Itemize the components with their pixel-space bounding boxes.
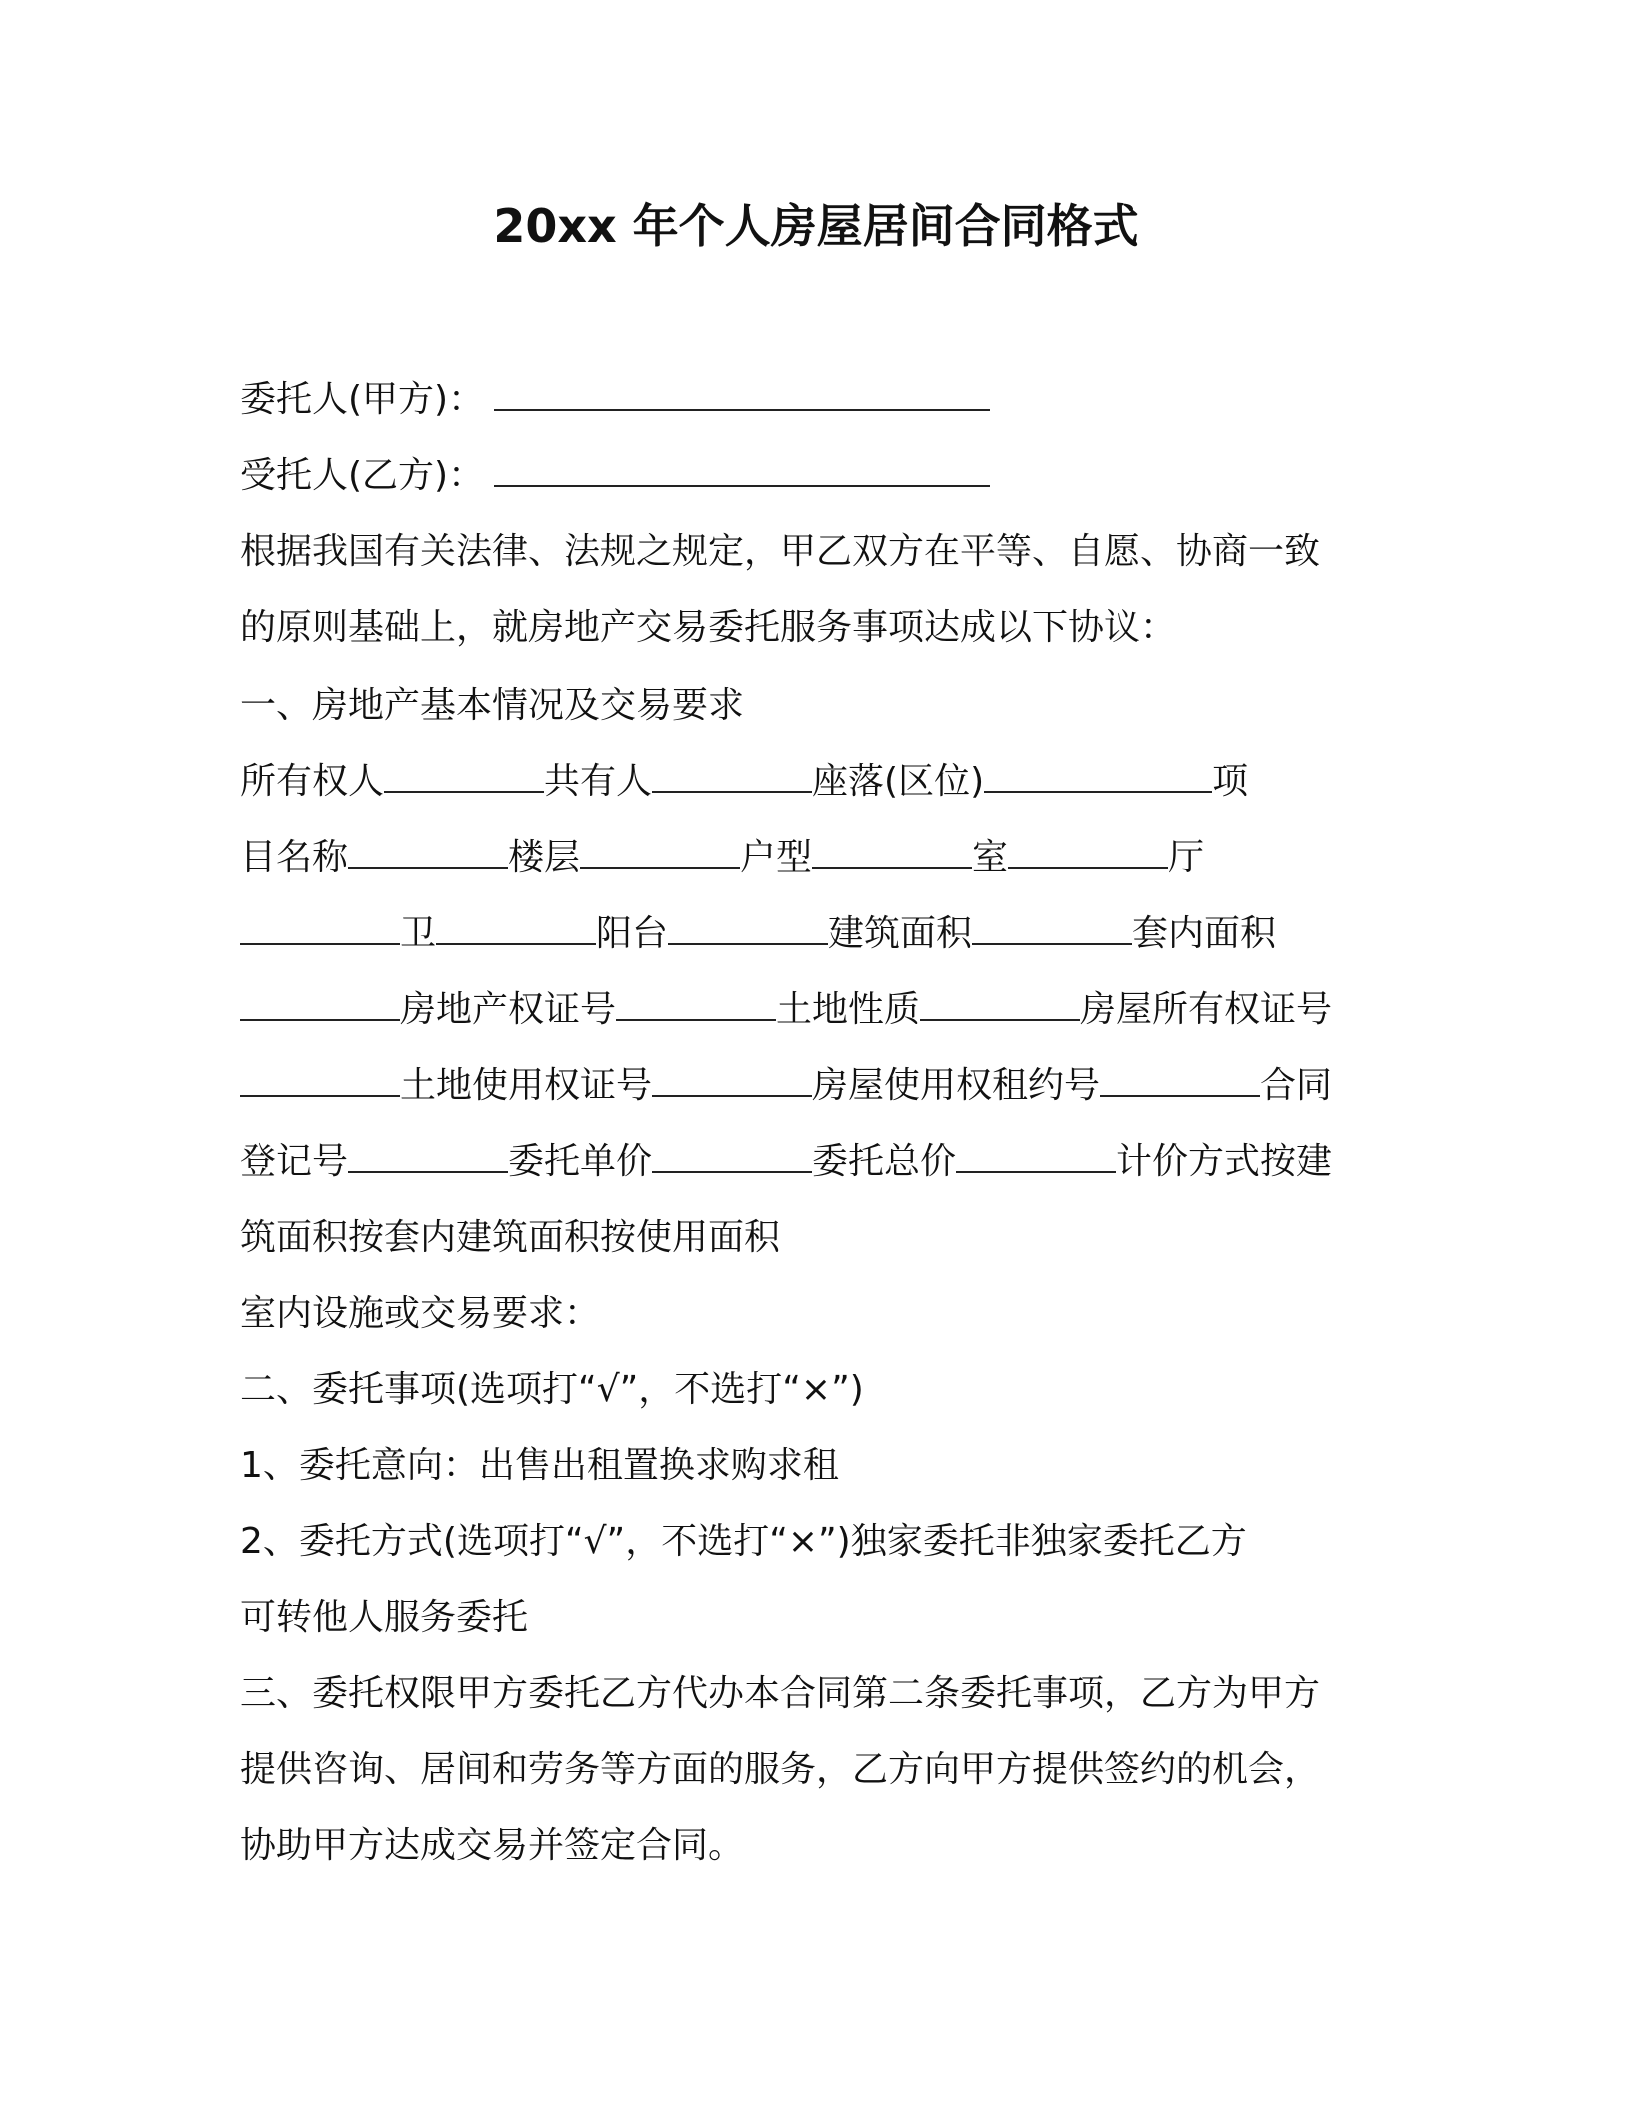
field-unit-price-blank <box>652 1141 812 1173</box>
intro-line-2: 的原则基础上，就房地产交易委托服务事项达成以下协议： <box>240 607 1177 648</box>
field-hall-label: 厅 <box>1168 837 1205 878</box>
section1-heading: 一、房地产基本情况及交易要求 <box>240 685 745 726</box>
field-owner-blank <box>384 761 544 793</box>
section2-heading: 二、委托事项(选项打“√”，不选打“×”) <box>240 1369 864 1410</box>
field-room-blank <box>1008 837 1168 869</box>
field-co-owner-blank <box>652 761 812 793</box>
field-location-label: 座落(区位) <box>812 761 985 802</box>
fields-line-6 <box>240 1138 1332 1186</box>
field-inner-area-label: 套内面积 <box>1132 913 1277 954</box>
field-contract-blank <box>348 1141 508 1173</box>
field-pricing-method: 计价方式按建 <box>1116 1141 1333 1182</box>
party-b-line <box>240 452 990 500</box>
field-hall-blank <box>240 913 400 945</box>
field-location-blank <box>984 761 1212 793</box>
field-building-area-label: 建筑面积 <box>828 913 973 954</box>
field-contract-b: 登记号 <box>240 1141 349 1182</box>
field-house-cert-label: 房屋所有权证号 <box>1080 989 1333 1030</box>
field-project-name-a: 项 <box>1212 761 1249 802</box>
field-total-price-label: 委托总价 <box>812 1141 957 1182</box>
field-owner-label: 所有权人 <box>240 761 385 802</box>
field-balcony-blank <box>668 913 828 945</box>
field-house-cert-blank <box>240 1065 400 1097</box>
field-bath-blank <box>436 913 596 945</box>
field-total-price-blank <box>956 1141 1116 1173</box>
fields-line-7: 筑面积按套内建筑面积按使用面积 <box>240 1217 781 1258</box>
fields-line-2 <box>240 834 1204 882</box>
field-layout-label: 户型 <box>740 837 813 878</box>
field-floor-blank <box>580 837 740 869</box>
fields-line-3 <box>240 910 1276 958</box>
party-a-line <box>240 376 990 424</box>
fields-line-5 <box>240 1062 1332 1110</box>
field-contract-a: 合同 <box>1260 1065 1333 1106</box>
field-inner-area-blank <box>240 989 400 1021</box>
party-b-label: 受托人(乙方)： <box>240 455 485 496</box>
field-land-use-cert-blank <box>652 1065 812 1097</box>
field-project-blank <box>348 837 508 869</box>
field-property-cert-label: 房地产权证号 <box>400 989 617 1030</box>
field-unit-price-label: 委托单价 <box>508 1141 653 1182</box>
party-a-blank <box>494 379 990 411</box>
item1-line: 1、委托意向：出售出租置换求购求租 <box>240 1445 839 1486</box>
facilities-line: 室内设施或交易要求： <box>240 1293 601 1334</box>
field-land-nature-blank <box>920 989 1080 1021</box>
item2-line-2: 可转他人服务委托 <box>240 1597 529 1638</box>
party-a-label: 委托人(甲方)： <box>240 379 485 420</box>
fields-line-1 <box>240 758 1248 806</box>
section3-line-1: 三、委托权限甲方委托乙方代办本合同第二条委托事项，乙方为甲方 <box>240 1673 1321 1714</box>
party-b-blank <box>494 455 990 487</box>
field-land-use-cert-label: 土地使用权证号 <box>400 1065 653 1106</box>
item2-line-1: 2、委托方式(选项打“√”，不选打“×”)独家委托非独家委托乙方 <box>240 1521 1247 1562</box>
field-project-name-b: 目名称 <box>240 837 349 878</box>
field-property-cert-blank <box>616 989 776 1021</box>
field-balcony-label: 阳台 <box>596 913 669 954</box>
document-title: 20xx 年个人房屋居间合同格式 <box>493 199 1139 253</box>
field-room-label: 室 <box>972 837 1009 878</box>
section3-line-3: 协助甲方达成交易并签定合同。 <box>240 1825 745 1866</box>
fields-line-4 <box>240 986 1332 1034</box>
field-land-nature-label: 土地性质 <box>776 989 921 1030</box>
field-lease-no-label: 房屋使用权租约号 <box>812 1065 1101 1106</box>
field-lease-no-blank <box>1100 1065 1260 1097</box>
section3-line-2: 提供咨询、居间和劳务等方面的服务，乙方向甲方提供签约的机会， <box>240 1749 1321 1790</box>
field-layout-blank <box>812 837 972 869</box>
field-building-area-blank <box>972 913 1132 945</box>
field-floor-label: 楼层 <box>508 837 581 878</box>
field-bath-label: 卫 <box>400 913 437 954</box>
intro-line-1: 根据我国有关法律、法规之规定，甲乙双方在平等、自愿、协商一致 <box>240 531 1321 572</box>
field-co-owner-label: 共有人 <box>544 761 653 802</box>
